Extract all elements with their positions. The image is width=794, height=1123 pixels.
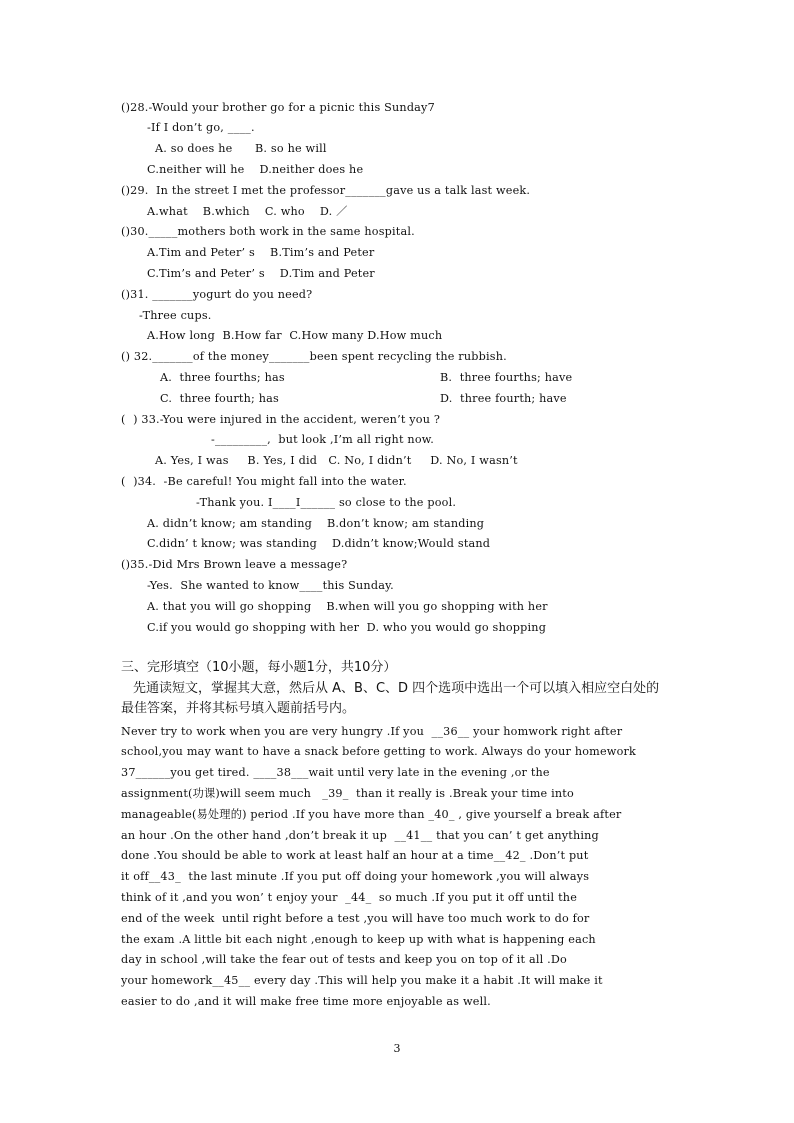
- question-28-response: -If I don’t go, ____.: [147, 121, 255, 134]
- question-33-response: -_________, but look ,I’m all right now.: [211, 433, 434, 446]
- passage-line-6: an hour .On the other hand ,don’t break it up __41__ that you can’ t get anything: [121, 829, 599, 842]
- question-33-options: A. Yes, I was B. Yes, I did C. No, I didn’t D. No, I wasn’t: [155, 454, 518, 467]
- question-31-stem: ()31. _______yogurt do you need?: [121, 288, 313, 301]
- question-30-options-1: A.Tim and Peter’ s B.Tim’s and Peter: [147, 246, 375, 259]
- question-29-stem: ()29. In the street I met the professor_______gave us a talk last week.: [121, 184, 531, 197]
- question-35-response: -Yes. She wanted to know____this Sunday.: [147, 579, 394, 592]
- passage-line-9: think of it ,and you won’ t enjoy your _44_ so much .If you put it off until the: [121, 891, 578, 904]
- page-number: 3: [393, 1042, 401, 1055]
- question-31-options: A.How long B.How far C.How many D.How much: [147, 329, 443, 342]
- question-34-stem: ( )34. -Be careful! You might fall into the water.: [121, 475, 407, 488]
- question-35-stem: ()35.-Did Mrs Brown leave a message?: [121, 558, 348, 571]
- section-3-instruction-2: 最佳答案，并将其标号填入题前括号内。: [121, 701, 356, 716]
- passage-line-10: end of the week until right before a test ,you will have too much work to do for: [121, 912, 590, 925]
- question-30-options-2: C.Tim’s and Peter’ s D.Tim and Peter: [147, 267, 375, 280]
- question-29-options: A.what B.which C. who D. ／: [147, 205, 348, 218]
- section-3-instruction-1: 先通读短文，掌握其大意，然后从 A、B、C、D 四个选项中选出一个可以填入相应空白处的: [133, 681, 660, 696]
- question-34-options-1: A. didn’t know; am standing B.don’t know; am standing: [147, 517, 485, 530]
- question-32-option-c: C. three fourth; has: [160, 392, 279, 405]
- question-28-options-1: A. so does he B. so he will: [155, 142, 327, 155]
- question-32-option-d: D. three fourth; have: [440, 392, 567, 405]
- question-32-option-a: A. three fourths; has: [160, 371, 285, 384]
- passage-line-12: day in school ,will take the fear out of tests and keep you on top of it all .Do: [121, 953, 567, 966]
- passage-line-4: assignment(功课)will seem much _39_ than it really is .Break your time into: [121, 787, 574, 800]
- passage-line-14: easier to do ,and it will make free time more enjoyable as well.: [121, 995, 491, 1008]
- question-35-options-1: A. that you will go shopping B.when will you go shopping with her: [147, 600, 548, 613]
- question-32-stem: () 32._______of the money_______been spent recycling the rubbish.: [121, 350, 507, 363]
- passage-line-11: the exam .A little bit each night ,enough to keep up with what is happening each: [121, 933, 596, 946]
- question-35-options-2: C.if you would go shopping with her D. who you would go shopping: [147, 621, 547, 634]
- passage-line-1: Never try to work when you are very hungry .If you __36__ your homwork right after: [121, 725, 623, 738]
- question-34-options-2: C.didn’ t know; was standing D.didn’t know;Would stand: [147, 537, 491, 550]
- passage-line-3: 37______you get tired. ____38___wait until very late in the evening ,or the: [121, 766, 550, 779]
- question-33-stem: ( ) 33.-You were injured in the accident, weren’t you ?: [121, 413, 441, 426]
- passage-line-5: manageable(易处理的) period .If you have more than _40_ , give yourself a break after: [121, 808, 622, 821]
- passage-line-2: school,you may want to have a snack before getting to work. Always do your homework: [121, 745, 637, 758]
- passage-line-8: it off__43_ the last minute .If you put off doing your homework ,you will always: [121, 870, 590, 883]
- passage-line-7: done .You should be able to work at least half an hour at a time__42_ .Don’t put: [121, 849, 589, 862]
- question-34-response: -Thank you. I____I______ so close to the pool.: [196, 496, 457, 509]
- section-3-heading: 三、完形填空（10小题，每小题1分，共10分）: [121, 660, 397, 675]
- question-31-response: -Three cups.: [139, 309, 212, 322]
- question-28-options-2: C.neither will he D.neither does he: [147, 163, 364, 176]
- question-30-stem: ()30._____mothers both work in the same hospital.: [121, 225, 415, 238]
- question-28-stem: ()28.-Would your brother go for a picnic this Sunday7: [121, 101, 435, 114]
- passage-line-13: your homework__45__ every day .This will help you make it a habit .It will make it: [121, 974, 603, 987]
- question-32-option-b: B. three fourths; have: [440, 371, 573, 384]
